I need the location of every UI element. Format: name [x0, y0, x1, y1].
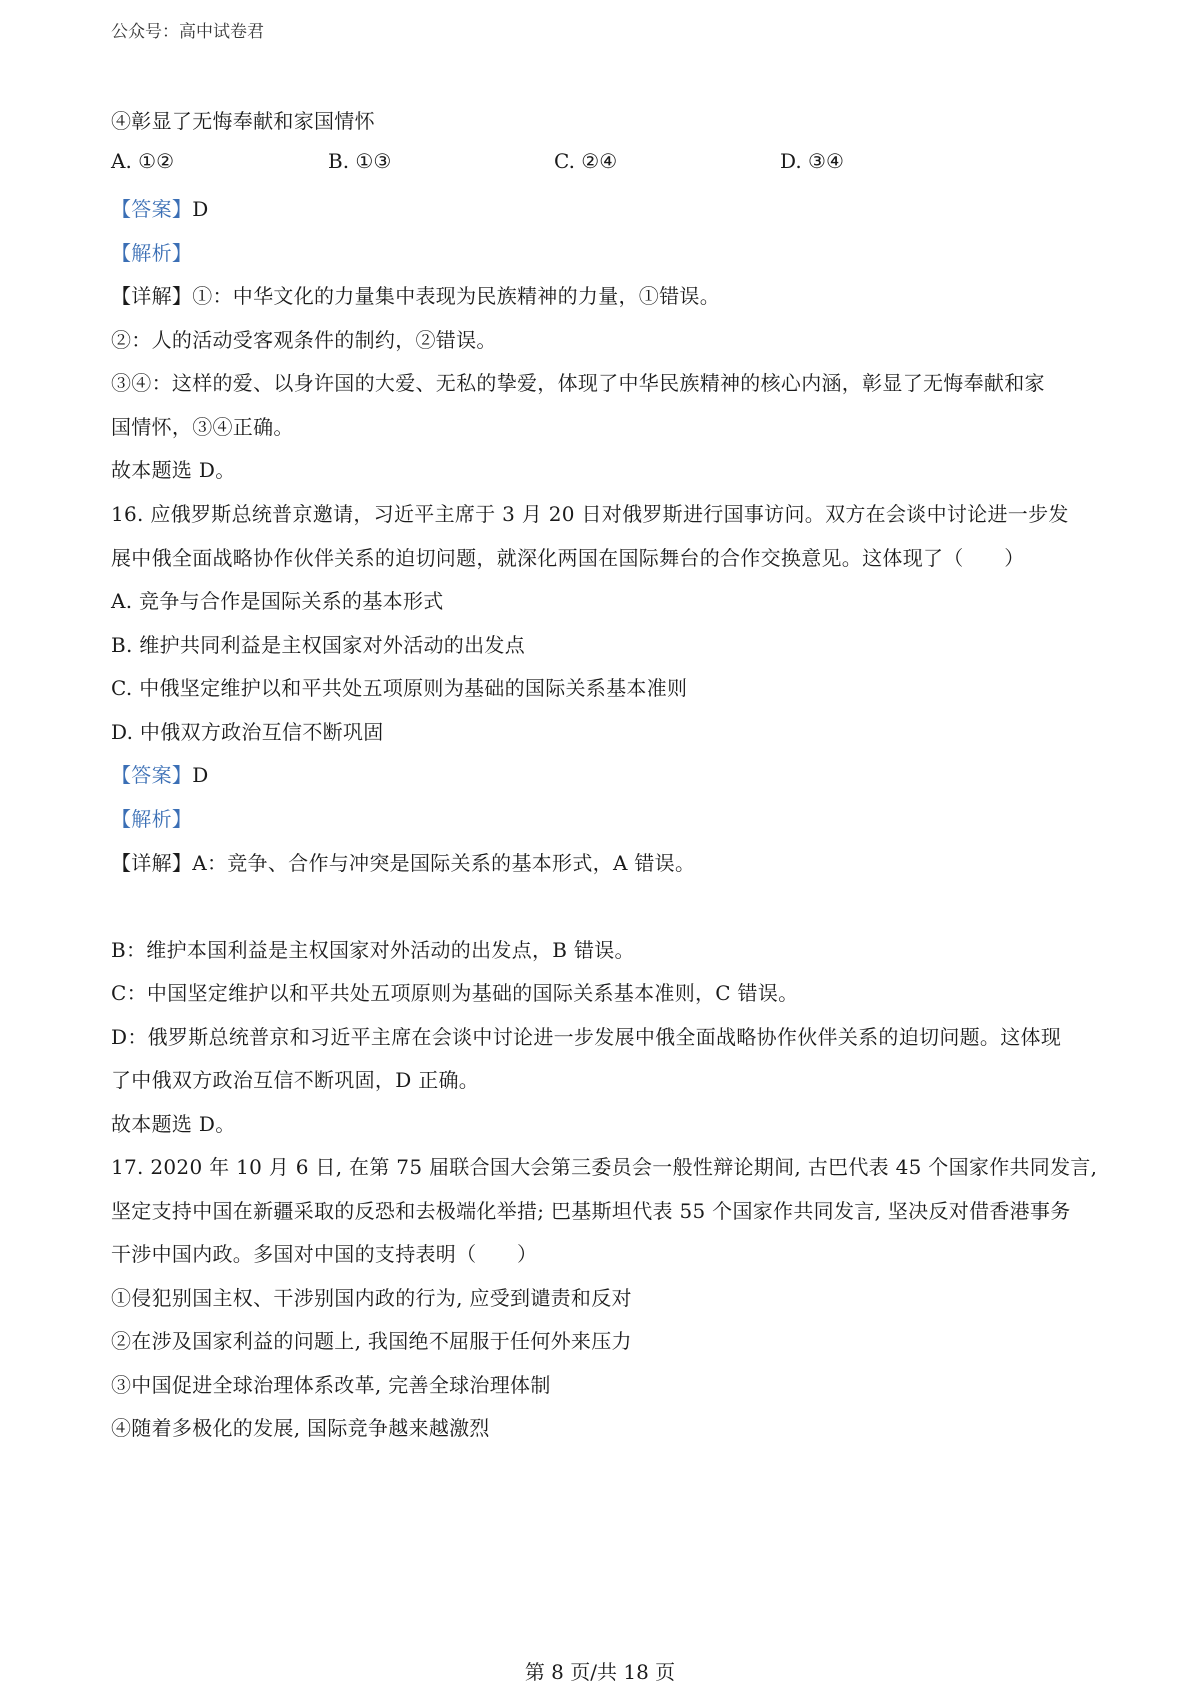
q15-option-c: C. ②④: [554, 149, 618, 173]
page-header: 公众号：高中试卷君: [111, 22, 264, 42]
q15-option-b: B. ①③: [328, 149, 392, 173]
answer-tag: 【答案】: [111, 763, 193, 787]
answer-value: D: [192, 763, 209, 787]
q17-item-1: ①侵犯别国主权、干涉别国内政的行为, 应受到谴责和反对: [111, 1286, 632, 1310]
q16-option-c: C. 中俄坚定维护以和平共处五项原则为基础的国际关系基本准则: [111, 676, 688, 700]
q15-option-a: A. ①②: [111, 149, 175, 173]
q17-stem-line: 干涉中国内政。多国对中国的支持表明（ ）: [111, 1242, 538, 1266]
q17-item-3: ③中国促进全球治理体系改革, 完善全球治理体制: [111, 1373, 551, 1397]
q15-detail-line: 国情怀，③④正确。: [111, 415, 294, 439]
q16-detail-line: 【详解】A：竞争、合作与冲突是国际关系的基本形式，A 错误。: [111, 851, 696, 875]
q16-option-d: D. 中俄双方政治互信不断巩固: [111, 720, 384, 744]
q15-detail-line: 【详解】①：中华文化的力量集中表现为民族精神的力量，①错误。: [111, 284, 720, 308]
q17-item-4: ④随着多极化的发展, 国际竞争越来越激烈: [111, 1416, 490, 1440]
q16-option-a: A. 竞争与合作是国际关系的基本形式: [111, 589, 444, 613]
q17-stem-line: 坚定支持中国在新疆采取的反恐和去极端化举措; 巴基斯坦代表 55 个国家作共同发言, 坚决反对借香港事务: [111, 1199, 1071, 1223]
q15-option-d: D. ③④: [780, 149, 844, 173]
q15-detail-line: ③④：这样的爱、以身许国的大爱、无私的挚爱，体现了中华民族精神的核心内涵，彰显了无悔奉献和家: [111, 371, 1045, 395]
q16-option-b: B. 维护共同利益是主权国家对外活动的出发点: [111, 633, 526, 657]
page-footer: 第 8 页/共 18 页: [524, 1660, 676, 1684]
answer-value: D: [192, 197, 209, 221]
q16-stem-line: 展中俄全面战略协作伙伴关系的迫切问题，就深化两国在国际舞台的合作交换意见。这体现了（ ）: [111, 546, 1025, 570]
answer-tag: 【答案】: [111, 197, 193, 221]
q16-detail-line: C：中国坚定维护以和平共处五项原则为基础的国际关系基本准则，C 错误。: [111, 981, 799, 1005]
q15-analysis-tag: 【解析】: [111, 241, 193, 265]
q16-detail-line: B：维护本国利益是主权国家对外活动的出发点，B 错误。: [111, 938, 635, 962]
q16-answer: [111, 759, 209, 788]
q15-detail-line: ②：人的活动受客观条件的制约，②错误。: [111, 328, 497, 352]
q16-detail-line: 了中俄双方政治互信不断巩固，D 正确。: [111, 1068, 480, 1092]
q16-analysis-tag: 【解析】: [111, 807, 193, 831]
q16-stem-line: 16. 应俄罗斯总统普京邀请，习近平主席于 3 月 20 日对俄罗斯进行国事访问。双方在会谈中讨论进一步发: [111, 502, 1069, 526]
q16-conclusion: 故本题选 D。: [111, 1112, 236, 1136]
q16-detail-line: D：俄罗斯总统普京和习近平主席在会谈中讨论进一步发展中俄全面战略协作伙伴关系的迫切问题。这体现: [111, 1025, 1062, 1049]
q15-conclusion: 故本题选 D。: [111, 458, 236, 482]
q15-answer: [111, 193, 209, 222]
q15-item-4: ④彰显了无悔奉献和家国情怀: [111, 109, 375, 133]
q17-stem-line: 17. 2020 年 10 月 6 日, 在第 75 届联合国大会第三委员会一般性辩论期间, 古巴代表 45 个国家作共同发言,: [111, 1155, 1098, 1179]
q17-item-2: ②在涉及国家利益的问题上, 我国绝不屈服于任何外来压力: [111, 1329, 632, 1353]
